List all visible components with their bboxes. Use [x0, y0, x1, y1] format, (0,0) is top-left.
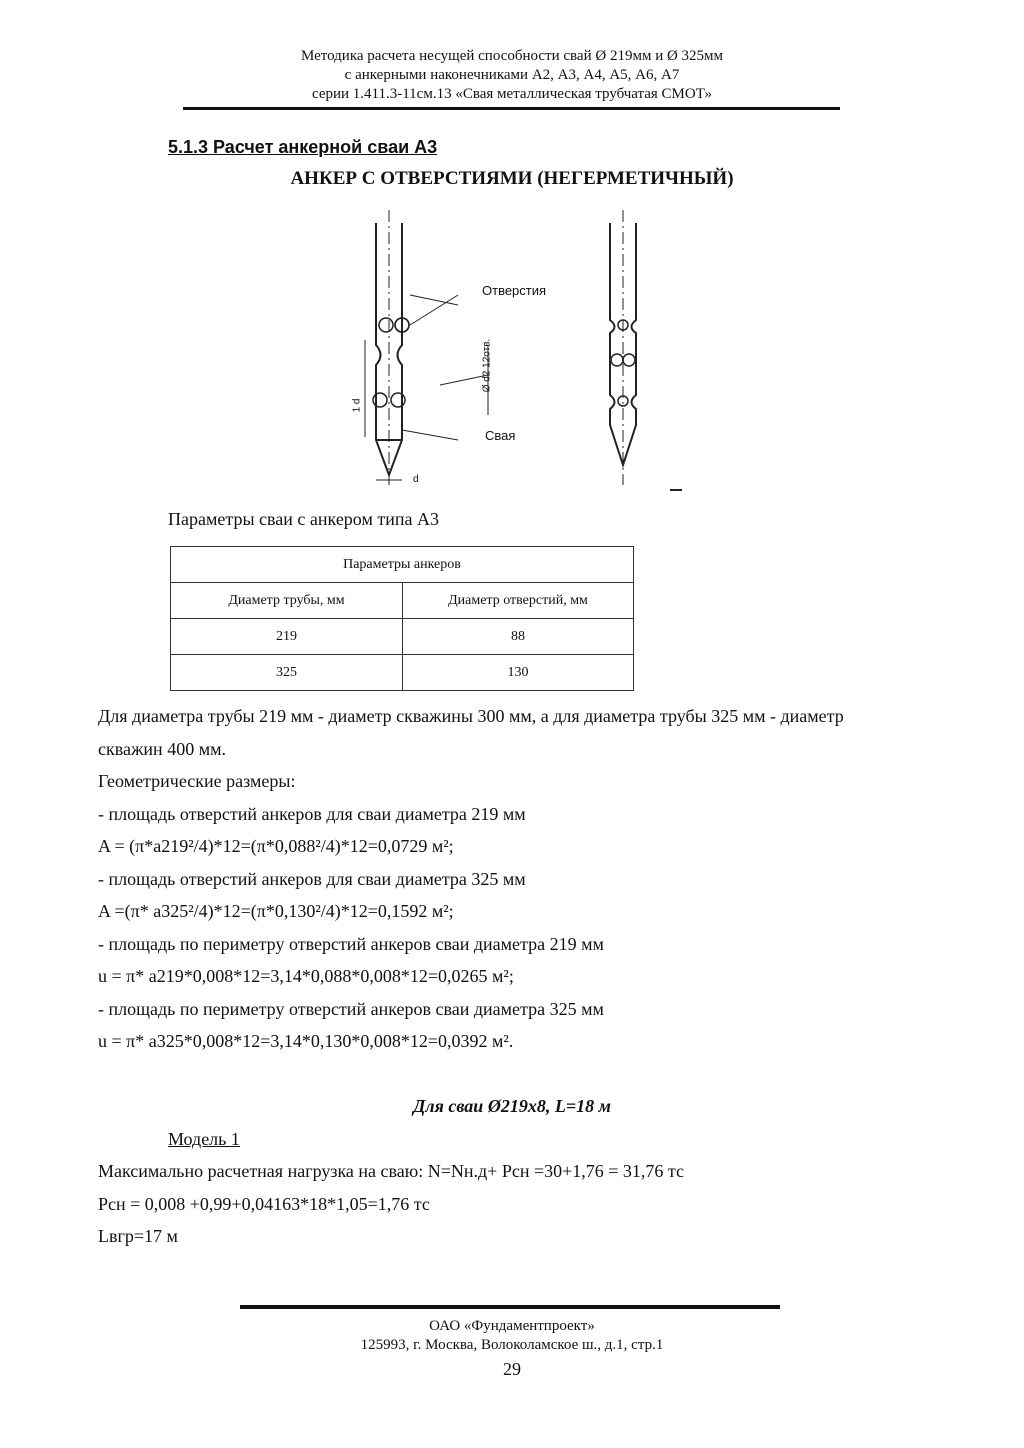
section-heading: 5.1.3 Расчет анкерной сваи А3 [168, 137, 438, 157]
anchor-drawing [340, 205, 700, 500]
anchor-params-table [170, 546, 634, 691]
header-line: серии 1.411.3-11см.13 «Свая металлическая трубчатая СМОТ» [311, 86, 713, 102]
pile-heading: Для сваи Ø219х8, L=18 м [413, 1096, 611, 1116]
footer-org: ОАО «Фундаментпроект» [429, 1318, 595, 1334]
table-title: Параметры анкеров [171, 547, 634, 583]
table-row [171, 655, 634, 691]
page-number: 29 [503, 1359, 521, 1379]
text-line: Геометрические размеры: [98, 771, 296, 791]
text-line: Максимально расчетная нагрузка на сваю: N=Nн.д+ Pсн =30+1,76 = 31,76 тс [98, 1161, 684, 1181]
formula: A = (π*a219²/4)*12=(π*0,088²/4)*12=0,0729 м²; [98, 836, 454, 856]
table-header: Диаметр отверстий, мм [403, 583, 634, 619]
formula: u = π* a325*0,008*12=3,14*0,130*0,008*12=0,0392 м². [98, 1031, 514, 1051]
table-cell: 325 [171, 655, 403, 691]
drawing-label-holes: Отверстия [482, 283, 547, 298]
text-line: скважин 400 мм. [98, 739, 226, 759]
table-row [171, 619, 634, 655]
formula: Lвгр=17 м [98, 1226, 178, 1246]
text-line: - площадь отверстий анкеров для сваи диаметра 219 мм [98, 804, 526, 824]
model-heading: Модель 1 [168, 1129, 240, 1149]
text-line: Для диаметра трубы 219 мм - диаметр скважины 300 мм, а для диаметра трубы 325 мм - диаметр [98, 706, 844, 726]
table-header: Диаметр трубы, мм [171, 583, 403, 619]
footer-address: 125993, г. Москва, Волоколамское ш., д.1, стр.1 [360, 1337, 664, 1353]
header-rule [183, 107, 840, 110]
drawing-label-1d: 1 d [351, 398, 363, 413]
drawing-label-d: d [413, 474, 419, 485]
table-cell: 88 [403, 619, 634, 655]
header-line: Методика расчета несущей способности свай Ø 219мм и Ø 325мм [300, 48, 724, 64]
table-cell: 219 [171, 619, 403, 655]
page-title: АНКЕР С ОТВЕРСТИЯМИ (НЕГЕРМЕТИЧНЫЙ) [290, 168, 734, 189]
table-caption: Параметры сваи с анкером типа А3 [168, 509, 439, 529]
footer-rule [240, 1305, 780, 1309]
drawing-label-holes-count: Ø d2 12отв. [481, 338, 493, 393]
text-line: - площадь по периметру отверстий анкеров сваи диаметра 219 мм [98, 934, 604, 954]
formula: Pсн = 0,008 +0,99+0,04163*18*1,05=1,76 тс [98, 1194, 430, 1214]
formula: u = π* a219*0,008*12=3,14*0,088*0,008*12=0,0265 м²; [98, 966, 514, 986]
text-line: - площадь по периметру отверстий анкеров сваи диаметра 325 мм [98, 999, 604, 1019]
drawing-label-pile: Свая [485, 428, 516, 443]
header-line: с анкерными наконечниками А2, А3, А4, А5, А6, А7 [344, 67, 680, 83]
formula: A =(π* a325²/4)*12=(π*0,130²/4)*12=0,1592 м²; [98, 901, 454, 921]
table-cell: 130 [403, 655, 634, 691]
text-line: - площадь отверстий анкеров для сваи диаметра 325 мм [98, 869, 526, 889]
